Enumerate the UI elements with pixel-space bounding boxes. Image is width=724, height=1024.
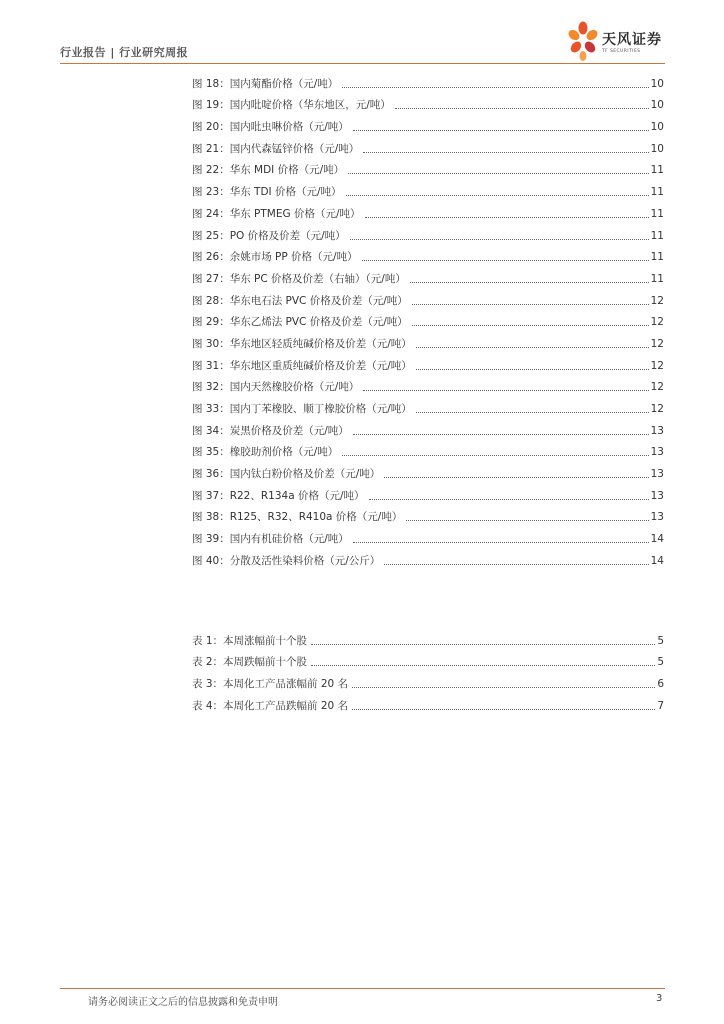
toc-entry-label: 图 24：华东 PTMEG 价格（元/吨） bbox=[192, 207, 361, 220]
header-divider bbox=[60, 63, 665, 64]
figure-index-entry[interactable] bbox=[192, 524, 664, 546]
figure-index-list bbox=[192, 69, 664, 568]
figure-index-entry[interactable] bbox=[192, 69, 664, 91]
dot-leader bbox=[353, 434, 649, 435]
toc-entry-label: 图 35：橡胶助剂价格（元/吨） bbox=[192, 446, 339, 459]
toc-entry-page: 14 bbox=[650, 554, 664, 567]
toc-entry-label: 图 22：华东 MDI 价格（元/吨） bbox=[192, 164, 345, 177]
toc-entry-page: 7 bbox=[657, 699, 664, 712]
toc-entry-label: 图 31：华东地区重质纯碱价格及价差（元/吨） bbox=[192, 359, 412, 372]
toc-entry-page: 11 bbox=[650, 272, 664, 285]
dot-leader bbox=[346, 195, 649, 196]
toc-entry-page: 12 bbox=[650, 337, 664, 350]
toc-entry-label: 图 27：华东 PC 价格及价差（右轴）（元/吨） bbox=[192, 272, 406, 285]
dot-leader bbox=[416, 347, 649, 348]
dot-leader bbox=[416, 369, 649, 370]
figure-index-entry[interactable] bbox=[192, 156, 664, 178]
figure-index-entry[interactable] bbox=[192, 243, 664, 265]
toc-entry-label: 图 30：华东地区轻质纯碱价格及价差（元/吨） bbox=[192, 337, 412, 350]
toc-entry-label: 图 36：国内钛白粉价格及价差（元/吨） bbox=[192, 468, 381, 481]
dot-leader bbox=[395, 108, 649, 109]
dot-leader bbox=[350, 239, 649, 240]
figure-index-entry[interactable] bbox=[192, 329, 664, 351]
figure-index-entry[interactable] bbox=[192, 373, 664, 395]
logo-english-name: TF SECURITIES bbox=[602, 49, 641, 54]
toc-entry-page: 13 bbox=[650, 489, 664, 502]
table-index-list bbox=[192, 626, 664, 713]
dot-leader bbox=[410, 282, 649, 283]
toc-entry-page: 13 bbox=[650, 468, 664, 481]
toc-entry-page: 12 bbox=[650, 403, 664, 415]
toc-entry-page: 13 bbox=[650, 446, 664, 459]
table-index-entry[interactable] bbox=[192, 626, 664, 648]
dot-leader bbox=[412, 325, 649, 326]
toc-entry-label: 图 23：华东 TDI 价格（元/吨） bbox=[192, 186, 342, 199]
toc-entry-page: 12 bbox=[650, 381, 664, 394]
figure-index-entry[interactable] bbox=[192, 308, 664, 330]
toc-entry-label: 图 21：国内代森锰锌价格（元/吨） bbox=[192, 142, 360, 155]
logo-chinese-name: 天风证券 bbox=[602, 32, 662, 48]
toc-entry-page: 5 bbox=[657, 634, 664, 647]
toc-entry-page: 10 bbox=[650, 142, 664, 155]
figure-index-entry[interactable] bbox=[192, 351, 664, 373]
toc-entry-page: 11 bbox=[650, 186, 664, 199]
footer-disclaimer: 请务必阅读正文之后的信息披露和免责申明 bbox=[88, 997, 278, 1008]
dot-leader bbox=[363, 152, 648, 153]
toc-entry-page: 12 bbox=[650, 294, 664, 307]
figure-index-entry[interactable] bbox=[192, 264, 664, 286]
dot-leader bbox=[342, 87, 648, 88]
dot-leader bbox=[342, 455, 648, 456]
toc-entry-label: 图 29：华东乙烯法 PVC 价格及价差（元/吨） bbox=[192, 316, 408, 329]
toc-entry-label: 图 40：分散及活性染料价格（元/公斤） bbox=[192, 554, 381, 567]
table-index-entry[interactable] bbox=[192, 691, 664, 713]
dot-leader bbox=[365, 217, 649, 218]
dot-leader bbox=[363, 390, 648, 391]
toc-entry-page: 11 bbox=[650, 251, 664, 264]
company-logo bbox=[566, 20, 676, 64]
dot-leader bbox=[416, 412, 649, 413]
toc-entry-label: 表 2：本周跌幅前十个股 bbox=[192, 656, 308, 669]
dot-leader bbox=[311, 665, 655, 666]
toc-entry-page: 10 bbox=[650, 121, 664, 134]
dot-leader bbox=[352, 709, 655, 710]
figure-index-entry[interactable] bbox=[192, 91, 664, 113]
toc-entry-label: 图 19：国内吡啶价格（华东地区，元/吨） bbox=[192, 99, 391, 112]
footer-divider bbox=[60, 988, 665, 989]
toc-entry-label: 图 26：余姚市场 PP 价格（元/吨） bbox=[192, 251, 358, 264]
toc-entry-label: 图 34：炭黑价格及价差（元/吨） bbox=[192, 424, 349, 437]
figure-index-entry[interactable] bbox=[192, 199, 664, 221]
figure-index-entry[interactable] bbox=[192, 394, 664, 416]
dot-leader bbox=[369, 499, 649, 500]
flower-logo-icon bbox=[566, 20, 600, 62]
figure-index-entry[interactable] bbox=[192, 503, 664, 525]
figure-index-entry[interactable] bbox=[192, 481, 664, 503]
toc-entry-label: 表 4：本周化工产品跌幅前 20 名 bbox=[192, 699, 349, 712]
toc-entry-page: 14 bbox=[650, 533, 664, 546]
dot-leader bbox=[384, 564, 648, 565]
figure-index-entry[interactable] bbox=[192, 459, 664, 481]
toc-entry-label: 图 20：国内吡虫啉价格（元/吨） bbox=[192, 121, 349, 134]
figure-index-entry[interactable] bbox=[192, 416, 664, 438]
dot-leader bbox=[348, 173, 648, 174]
table-index-entry[interactable] bbox=[192, 648, 664, 670]
figure-index-entry[interactable] bbox=[192, 438, 664, 460]
figure-index-entry[interactable] bbox=[192, 112, 664, 134]
toc-entry-label: 图 18：国内菊酯价格（元/吨） bbox=[192, 77, 339, 90]
dot-leader bbox=[384, 477, 648, 478]
toc-entry-page: 13 bbox=[650, 511, 664, 524]
toc-entry-label: 图 39：国内有机硅价格（元/吨） bbox=[192, 533, 349, 546]
toc-entry-page: 12 bbox=[650, 316, 664, 329]
toc-entry-label: 图 25：PO 价格及价差（元/吨） bbox=[192, 229, 346, 242]
page-number: 3 bbox=[656, 993, 663, 1004]
dot-leader bbox=[311, 644, 655, 645]
table-index-entry[interactable] bbox=[192, 669, 664, 691]
dot-leader bbox=[362, 260, 649, 261]
figure-index-entry[interactable] bbox=[192, 177, 664, 199]
toc-entry-page: 11 bbox=[650, 229, 664, 242]
toc-entry-label: 图 37：R22、R134a 价格（元/吨） bbox=[192, 489, 365, 502]
figure-index-entry[interactable] bbox=[192, 221, 664, 243]
figure-index-entry[interactable] bbox=[192, 286, 664, 308]
toc-entry-label: 图 32：国内天然橡胶价格（元/吨） bbox=[192, 381, 360, 394]
toc-entry-label: 图 33：国内丁苯橡胶、顺丁橡胶价格（元/吨） bbox=[192, 403, 412, 415]
toc-entry-label: 图 28：华东电石法 PVC 价格及价差（元/吨） bbox=[192, 294, 408, 307]
dot-leader bbox=[353, 542, 649, 543]
toc-entry-label: 表 3：本周化工产品涨幅前 20 名 bbox=[192, 678, 349, 691]
toc-entry-page: 11 bbox=[650, 164, 664, 177]
toc-entry-page: 10 bbox=[650, 77, 664, 90]
toc-entry-label: 表 1：本周涨幅前十个股 bbox=[192, 634, 308, 647]
figure-index-entry[interactable] bbox=[192, 546, 664, 568]
dot-leader bbox=[352, 687, 655, 688]
toc-entry-page: 11 bbox=[650, 207, 664, 220]
toc-entry-label: 图 38：R125、R32、R410a 价格（元/吨） bbox=[192, 511, 403, 524]
toc-entry-page: 5 bbox=[657, 656, 664, 669]
dot-leader bbox=[406, 520, 648, 521]
toc-entry-page: 12 bbox=[650, 359, 664, 372]
toc-entry-page: 6 bbox=[657, 678, 664, 691]
dot-leader bbox=[412, 304, 649, 305]
toc-entry-page: 10 bbox=[650, 99, 664, 112]
figure-index-entry[interactable] bbox=[192, 134, 664, 156]
dot-leader bbox=[353, 130, 649, 131]
report-header-title: 行业报告 | 行业研究周报 bbox=[60, 46, 189, 59]
toc-entry-page: 13 bbox=[650, 424, 664, 437]
